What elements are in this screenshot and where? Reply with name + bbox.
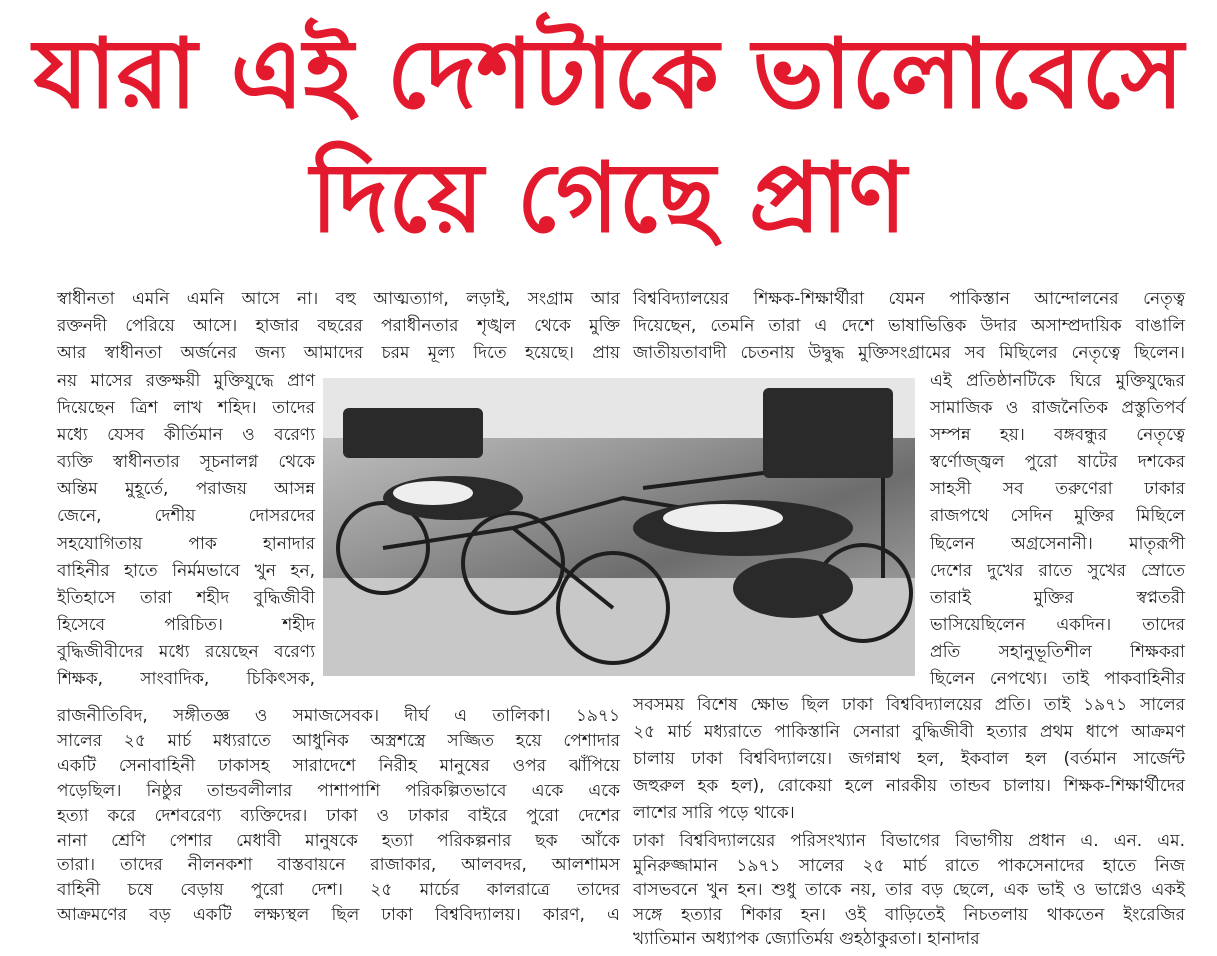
text-line: মধ্যে যেসব কীর্তিমান ও বরেণ্য	[57, 425, 315, 446]
text-line: অন্তিম মুহূর্তে, পরাজয় আসন্ন	[57, 479, 315, 500]
text-line: চালায় ঢাকা বিশ্ববিদ্যালয়ে। জগন্নাথ হল, ইকবাল হল (বর্তমান সার্জেন্ট	[633, 749, 1185, 769]
text-line: রাজপথে সেদিন মুক্তির মিছিলে	[930, 506, 1185, 527]
text-line: লাশের সারি পড়ে থাকে।	[633, 803, 795, 823]
text-line: বাহিনীর হাতে নির্মমভাবে খুন হন,	[57, 560, 315, 581]
text-line: তারাই মুক্তির স্বপ্নতরী	[930, 587, 1185, 608]
text-line: তারা। তাদের নীলনকশা বাস্তবায়নে রাজাকার, আলবদর, আলশামস	[57, 855, 620, 876]
text-line: সহযোগিতায় পাক হানাদার	[57, 533, 315, 554]
news-photo	[323, 378, 915, 676]
text-line: আর স্বাধীনতা অর্জনের জন্য আমাদের চরম মূল্য দিতে হয়েছে। প্রায়	[57, 343, 620, 363]
text-line: খ্যাতিমান অধ্যাপক জ্যোতির্ময় গুহঠাকুরতা। হানাদার	[633, 929, 980, 950]
text-line: স্বাধীনতা এমনি এমনি আসে না। বহু আত্মত্যাগ, লড়াই, সংগ্রাম আর	[57, 289, 620, 309]
text-line: স্বর্ণোজ্জ্বল পুরো ষাটের দশকের	[930, 452, 1185, 473]
text-line: রক্তনদী পেরিয়ে আসে। হাজার বছরের পরাধীনতার শৃঙ্খল থেকে মুক্তি	[57, 316, 620, 336]
text-line: জেনে, দেশীয় দোসরদের	[57, 506, 315, 527]
text-line: বুদ্ধিজীবীদের মধ্যে রয়েছেন বরেণ্য	[57, 641, 315, 662]
text-line: বিশ্ববিদ্যালয়ের শিক্ষক-শিক্ষার্থীরা যেমন পাকিস্তান আন্দোলনের নেতৃত্ব	[633, 289, 1185, 309]
text-line: হিসেবে পরিচিত। শহীদ	[57, 614, 315, 635]
text-line: সম্পন্ন হয়। বঙ্গবন্ধুর নেতৃত্বে	[930, 425, 1185, 446]
text-line: ভাসিয়েছিলেন একদিন। তাদের	[930, 614, 1185, 635]
text-line: ইতিহাসে তারা শহীদ বুদ্ধিজীবী	[57, 587, 315, 608]
text-line: বাসভবনে খুন হন। শুধু তাকে নয়, তার বড় ছেলে, এক ভাই ও ভাগ্নেও একই	[633, 880, 1185, 901]
text-line: এই প্রতিষ্ঠানটিকে ঘিরে মুক্তিযুদ্ধের	[930, 371, 1185, 391]
text-line: মুনিরুজ্জামান ১৯৭১ সালের ২৫ মার্চ রাতে পাকসেনাদের হাতে নিজ	[633, 855, 1185, 876]
text-line: নানা শ্রেণি পেশার মেধাবী মানুষকে হত্যা পরিকল্পনার ছক আঁকে	[57, 830, 620, 851]
text-line: হত্যা করে দেশবরেণ্য ব্যক্তিদের। ঢাকা ও ঢাকার বাইরে পুরো দেশের	[57, 805, 620, 826]
text-line: সামাজিক ও রাজনৈতিক প্রস্তুতিপর্ব	[930, 398, 1185, 419]
text-line: ছিলেন নেপথ্যে। তাই পাকবাহিনীর	[930, 669, 1185, 690]
text-line: সাহসী সব তরুণেরা ঢাকার	[930, 479, 1185, 500]
text-line: জহুরুল হক হল), রোকেয়া হলে নারকীয় তান্ডব চালায়। শিক্ষক-শিক্ষার্থীদের	[633, 776, 1185, 796]
text-line: একটি সেনাবাহিনী ঢাকাসহ সারাদেশে নিরীহ মানুষের ওপর ঝাঁপিয়ে	[57, 755, 620, 776]
text-line: রাজনীতিবিদ, সঙ্গীতজ্ঞ ও সমাজসেবক। দীর্ঘ এ তালিকা। ১৯৭১	[57, 706, 620, 726]
right-bottom-text-1	[633, 692, 1185, 827]
left-bottom-text	[57, 704, 620, 928]
text-line: ছিলেন অগ্রসেনানী। মাতৃরূপী	[930, 533, 1185, 554]
text-line: সবসময় বিশেষ ক্ষোভ ছিল ঢাকা বিশ্ববিদ্যালয়ের প্রতি। তাই ১৯৭১ সালের	[633, 695, 1185, 715]
right-narrow-text	[930, 368, 1185, 693]
text-line: দিয়েছেন ত্রিশ লাখ শহিদ। তাদের	[57, 398, 315, 419]
right-top-text	[633, 286, 1185, 367]
text-line: দিয়েছেন, তেমনি তারা এ দেশে ভাষাভিত্তিক উদার অসাম্প্রদায়িক বাঙালি	[633, 316, 1185, 336]
text-line: দেশের দুখের রাতে সুখের স্রোতে	[930, 560, 1185, 581]
text-line: শিক্ষক, সাংবাদিক, চিকিৎসক,	[57, 669, 315, 690]
photo-illustration	[323, 378, 915, 676]
text-line: জাতীয়তাবাদী চেতনায় উদ্বুদ্ধ মুক্তিসংগ্রামের সব মিছিলের নেতৃত্বে ছিলেন।	[633, 343, 1185, 363]
left-narrow-text	[57, 368, 315, 693]
text-line: ঢাকা বিশ্ববিদ্যালয়ের পরিসংখ্যান বিভাগের বিভাগীয় প্রধান এ. এন. এম.	[633, 831, 1185, 851]
text-line: বাহিনী চষে বেড়ায় পুরো দেশ। ২৫ মার্চের কালরাত্রে তাদের	[57, 880, 620, 901]
right-bottom-text-2	[633, 829, 1185, 952]
text-line: আক্রমণের বড় একটি লক্ষ্যস্থল ছিল ঢাকা বিশ্ববিদ্যালয়। কারণ, এ	[57, 905, 620, 926]
text-line: পড়েছিল। নিষ্ঠুর তান্ডবলীলার পাশাপাশি পরিকল্পিতভাবে একে একে	[57, 780, 620, 801]
text-line: নয় মাসের রক্তক্ষয়ী মুক্তিযুদ্ধে প্রাণ	[57, 371, 315, 391]
headline-line-1: যারা এই দেশটাকে ভালোবেসে	[33, 18, 1184, 130]
text-line: সালের ২৫ মার্চ মধ্যরাতে আধুনিক অস্ত্রশস্ত্রে সজ্জিত হয়ে পেশাদার	[57, 730, 620, 751]
headline-line-2: দিয়ে গেছে প্রাণ	[310, 142, 907, 254]
text-line: ব্যক্তি স্বাধীনতার সূচনালগ্ন থেকে	[57, 452, 315, 473]
text-line: প্রতি সহানুভূতিশীল শিক্ষকরা	[930, 641, 1185, 662]
left-top-text	[57, 286, 620, 367]
text-line: ২৫ মার্চ মধ্যরাতে পাকিস্তানি সেনারা বুদ্ধিজীবী হত্যার প্রথম ধাপে আক্রমণ	[633, 722, 1185, 742]
text-line: সঙ্গে হত্যার শিকার হন। ওই বাড়িতেই নিচতলায় থাকতেন ইংরেজির	[633, 904, 1185, 925]
